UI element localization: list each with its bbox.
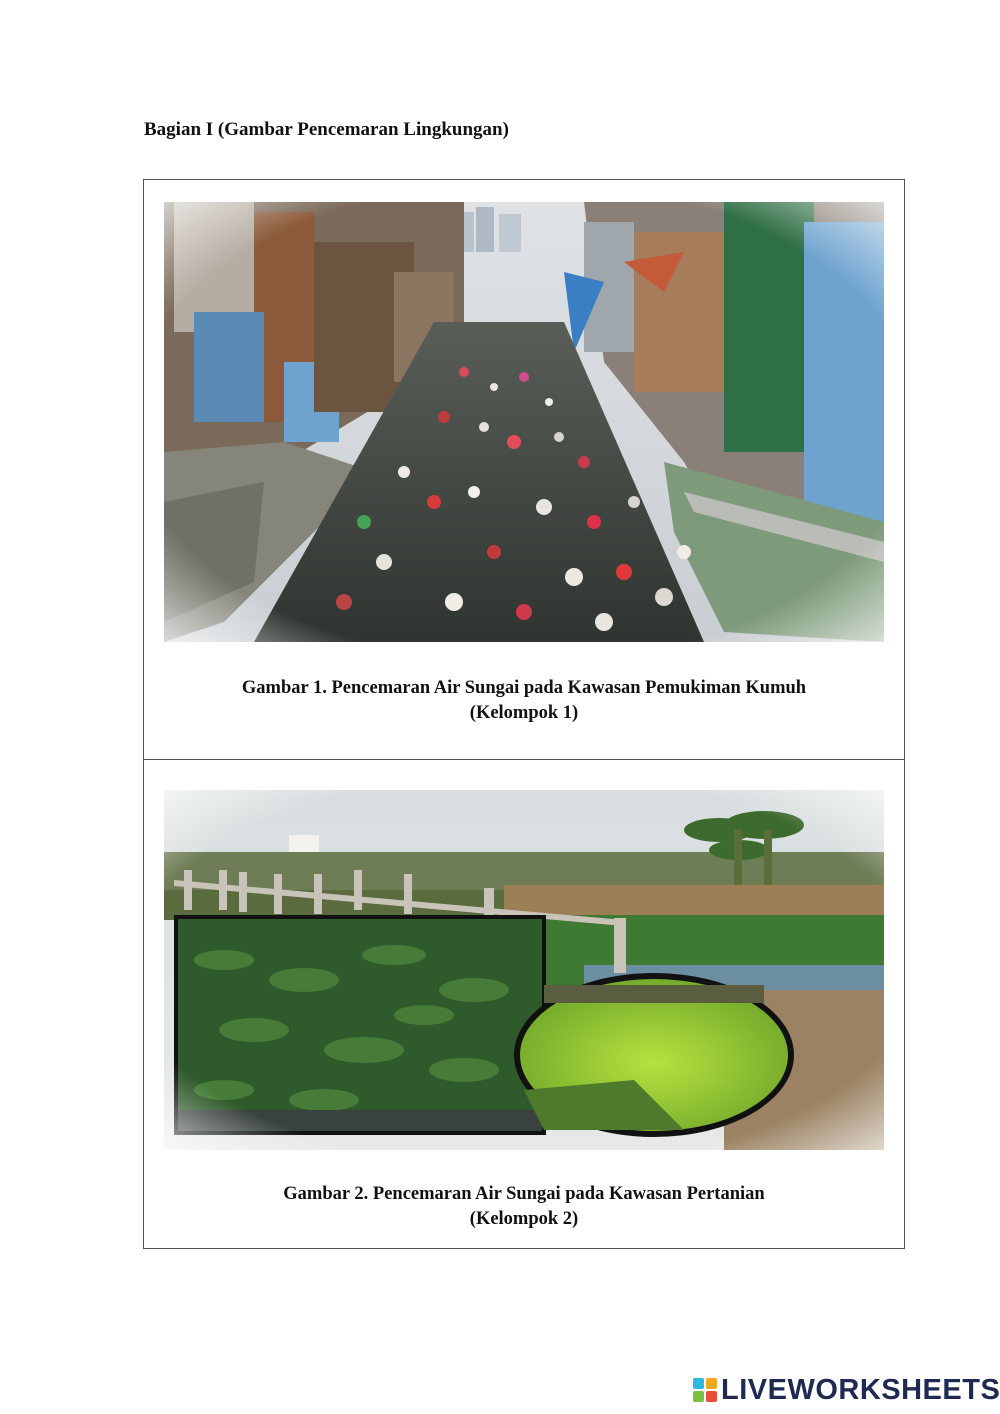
slum-river-pollution-photo: [164, 202, 884, 642]
liveworksheets-logo-icon: [693, 1378, 717, 1402]
figure-1-caption-title: Gambar 1. Pencemaran Air Sungai pada Kawasan Pemukiman Kumuh: [241, 678, 807, 698]
agricultural-river-pollution-photo: [164, 790, 884, 1150]
figure-cell-2: [144, 760, 904, 1250]
figure-2-caption-group: (Kelompok 2): [469, 1209, 579, 1229]
figure-1-caption-group: (Kelompok 1): [469, 703, 579, 723]
section-heading: Bagian I (Gambar Pencemaran Lingkungan): [144, 119, 509, 140]
figure-1-caption: [144, 676, 904, 726]
figure-2-caption-title: Gambar 2. Pencemaran Air Sungai pada Kawasan Pertanian: [283, 1184, 765, 1204]
liveworksheets-logo-text: LIVEWORKSHEETS: [721, 1373, 1000, 1406]
figure-table: [143, 179, 905, 1249]
liveworksheets-logo: [693, 1374, 1000, 1406]
figure-cell-1: [144, 180, 904, 760]
figure-2-caption: [144, 1182, 904, 1232]
